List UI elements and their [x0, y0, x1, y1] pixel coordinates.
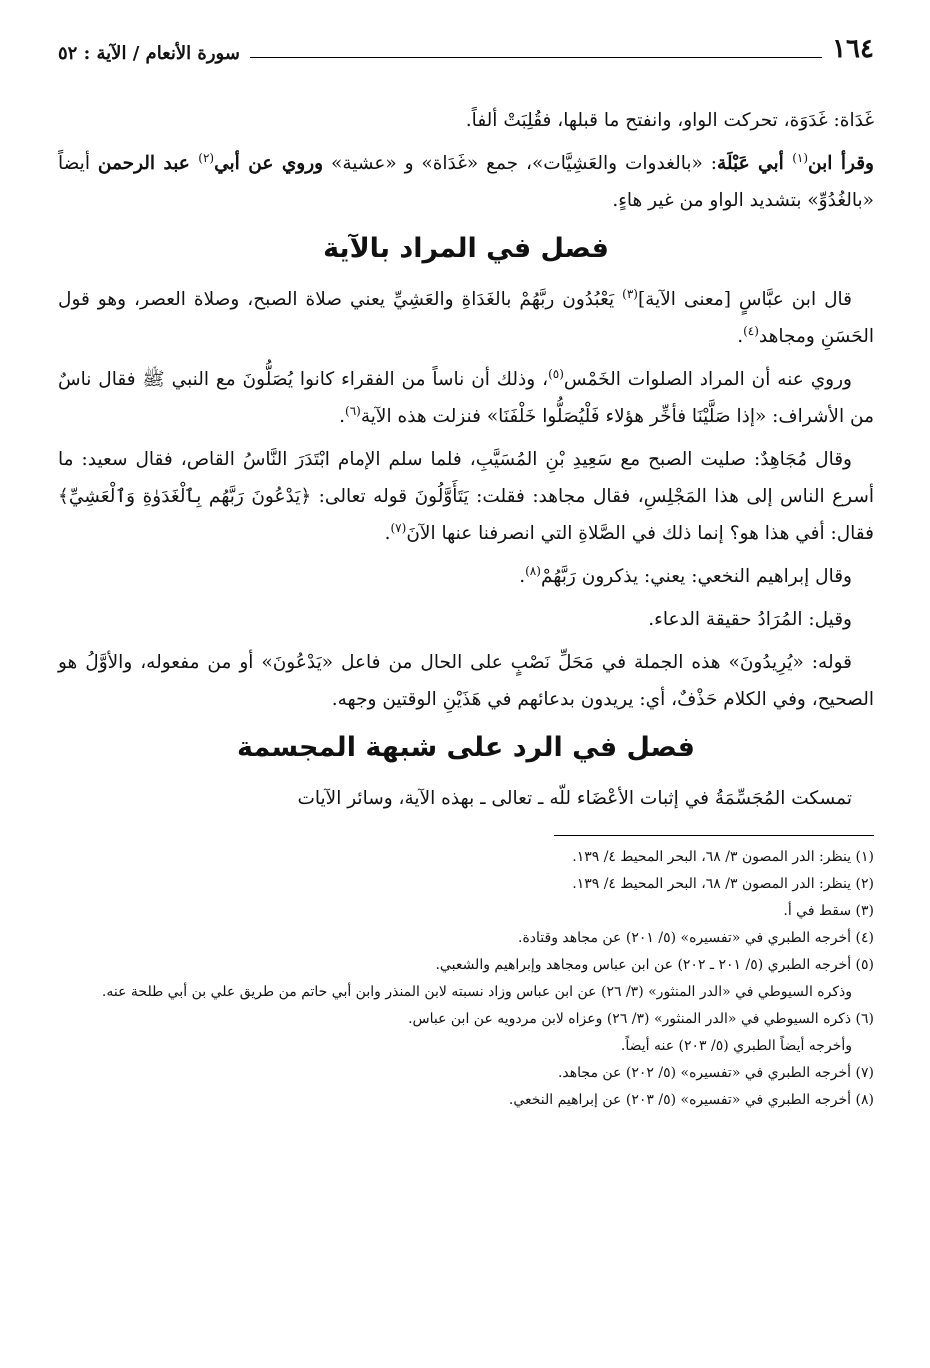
- paragraph: وقيل: المُرَادُ حقيقة الدعاء.: [648, 609, 852, 630]
- page: [58, 30, 874, 1350]
- paragraph: وقال إبراهيم النخعي: يعني: يذكرون رَبَّهُمْ$^{(٨)}$.: [519, 563, 852, 587]
- footnote: (٨) أخرجه الطبري في «تفسيره» (٥/ ٢٠٣) عن إبراهيم النخعي.: [508, 1092, 874, 1108]
- paragraph: وقال مُجَاهِدٌ: صليت الصبح مع سَعِيدِ بْنِ المُسَيَّبِ، فلما سلم الإمام ابْتَدَرَ النَّاسُ القاص، فقال سعيد: ما أسرع الناس إلى هذا المَجْلِسِ، فقال مجاهد: فقلت: يَتَأَوَّلُونَ قوله تعالى: ﴿يَدْعُونَ رَبَّهُم بِٱلْغَدَوٰةِ وَٱلْعَشِيِّ﴾ فقال: أفي هذا هو؟ إنما ذلك في الصَّلاةِ التي انصرفنا عنها الآنَ$^{(٧)}$.: [58, 449, 874, 544]
- paragraph: قوله: «يُرِيدُونَ» هذه الجملة في مَحَلِّ نَصْبٍ على الحال من فاعل «يَدْعُونَ» أو من مفعوله، والأوَّلُ هو الصحيح، وفي الكلام حَذْفٌ، أي: يريدون بدعائهم في هَذَيْنِ الوقتين وجهه.: [58, 652, 874, 710]
- footnote: (٣) سقط في أ.: [783, 903, 874, 919]
- running-title: سورة الأنعام / الآية : ٥٢: [58, 43, 240, 64]
- main-text: [58, 102, 874, 817]
- footnote: (١) ينظر: الدر المصون ٣/ ٦٨، البحر المحيط ٤/ ١٣٩.: [572, 849, 874, 865]
- footnote-continuation: وأخرجه أيضاً الطبري (٥/ ٢٠٣) عنه أيضاً.: [620, 1038, 852, 1054]
- footnote-continuation: وذكره السيوطي في «الدر المنثور» (٣/ ٢٦) عن ابن عباس وزاد نسبته لابن المنذر وابن أبي حاتم من طريق علي بن أبي طلحة عنه.: [101, 984, 852, 1000]
- footnote: (٦) ذكره السيوطي في «الدر المنثور» (٣/ ٢٦) وعزاه لابن مردويه عن ابن عباس.: [408, 1011, 874, 1027]
- footnote: (٥) أخرجه الطبري (٥/ ٢٠١ ـ ٢٠٢) عن ابن عباس ومجاهد وإبراهيم والشعبي.: [435, 957, 874, 973]
- footnotes: [58, 844, 874, 1114]
- page-number: ١٦٤: [832, 34, 874, 64]
- paragraph: غَدَاة: غَدَوَة، تحركت الواو، وانفتح ما قبلها، فقُلِبَتْ ألفاً.: [465, 110, 874, 131]
- footnote: (٧) أخرجه الطبري في «تفسيره» (٥/ ٢٠٢) عن مجاهد.: [557, 1065, 874, 1081]
- header-rule: [250, 57, 822, 58]
- footnote: (٢) ينظر: الدر المصون ٣/ ٦٨، البحر المحيط ٤/ ١٣٩.: [572, 876, 874, 892]
- footnote: (٤) أخرجه الطبري في «تفسيره» (٥/ ٢٠١) عن مجاهد وقتادة.: [518, 930, 874, 946]
- paragraph: وقرأ ابن$^{(١)}$ أبي عَبْلَة: «بالغدوات والعَشِيَّات»، جمع «غَدَاة» و «عشية» وروي عن أبي$^{(٢)}$ عبد الرحمن أيضاً «بالغُدُوِّ» بتشديد الواو من غير هاءٍ.: [58, 150, 874, 211]
- section-heading: فصل في المراد بالآية: [323, 233, 609, 264]
- paragraph: قال ابن عبَّاسٍ [معنى الآية]$^{(٣)}$ يَعْبُدُون ربَّهُمْ بالغَدَاةِ والعَشِيِّ يعني صلاة الصبح، وصلاة العصر، وهو قول الحَسَنِ ومجاهد$^{(٤)}$.: [58, 286, 874, 347]
- paragraph: تمسكت المُجَسِّمَةُ في إثبات الأعْضَاء للّه ـ تعالى ـ بهذه الآية، وسائر الآيات: [297, 788, 852, 809]
- footnote-separator: [554, 835, 874, 836]
- page-header: [58, 30, 874, 64]
- section-heading: فصل في الرد على شبهة المجسمة: [237, 732, 695, 763]
- paragraph: وروي عنه أن المراد الصلوات الخَمْس$^{(٥)}$، وذلك أن ناساً من الفقراء كانوا يُصَلُّونَ مع النبي ﷺ فقال ناسٌ من الأشراف: «إذا صَلَّيْنَا فأخِّر هؤلاء فَلْيُصَلُّوا خَلْفَنَا» فنزلت هذه الآية$^{(٦)}$.: [58, 366, 874, 427]
